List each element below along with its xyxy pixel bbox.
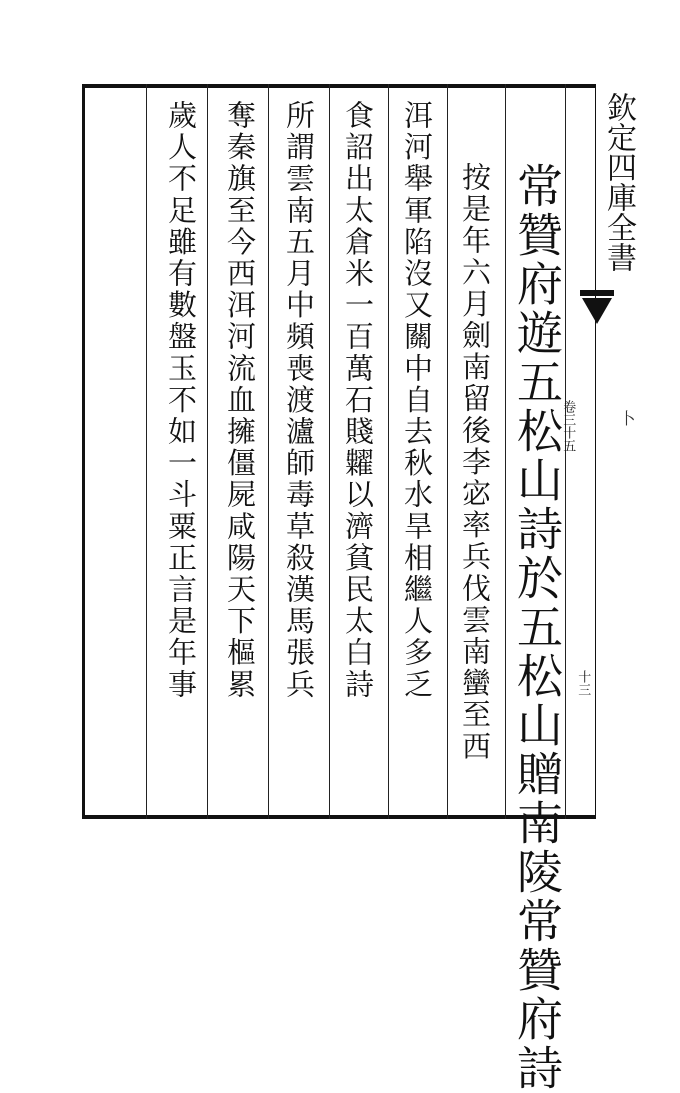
text-column: 食詔出太倉米一百萬石賤糶以濟貧民太白詩 xyxy=(341,100,375,701)
volume-label: 卷三十五 xyxy=(560,400,576,452)
text-column: 按是年六月劍南留後李宓率兵伐雲南蠻至西 xyxy=(458,162,492,763)
text-column: 歲人不足雖有數盤玉不如一斗粟正言是年事 xyxy=(164,100,198,701)
margin-mark: 卜 xyxy=(617,410,636,426)
column-rule xyxy=(505,84,506,819)
page-number: 十三 xyxy=(575,670,591,696)
fish-tail-bar xyxy=(580,290,614,296)
column-rule xyxy=(268,84,269,819)
column-rule xyxy=(146,84,147,819)
text-column: 洱河舉軍陷沒又關中自去秋水旱相繼人多乏 xyxy=(400,100,434,701)
page-frame xyxy=(82,84,596,1093)
column-rule xyxy=(329,84,330,819)
poem-heading: 常贊府遊五松山詩於五松山贈南陵常贊府詩 xyxy=(510,162,564,1093)
fish-tail-mark xyxy=(582,298,612,324)
book-title: 欽定四庫全書 xyxy=(601,92,636,272)
text-column: 所謂雲南五月中頻喪渡瀘師毒草殺漢馬張兵 xyxy=(282,100,316,701)
column-rule xyxy=(388,84,389,819)
text-column: 奪秦旗至今西洱河流血擁僵屍咸陽天下樞累 xyxy=(223,100,257,701)
column-rule xyxy=(207,84,208,819)
column-rule xyxy=(447,84,448,819)
